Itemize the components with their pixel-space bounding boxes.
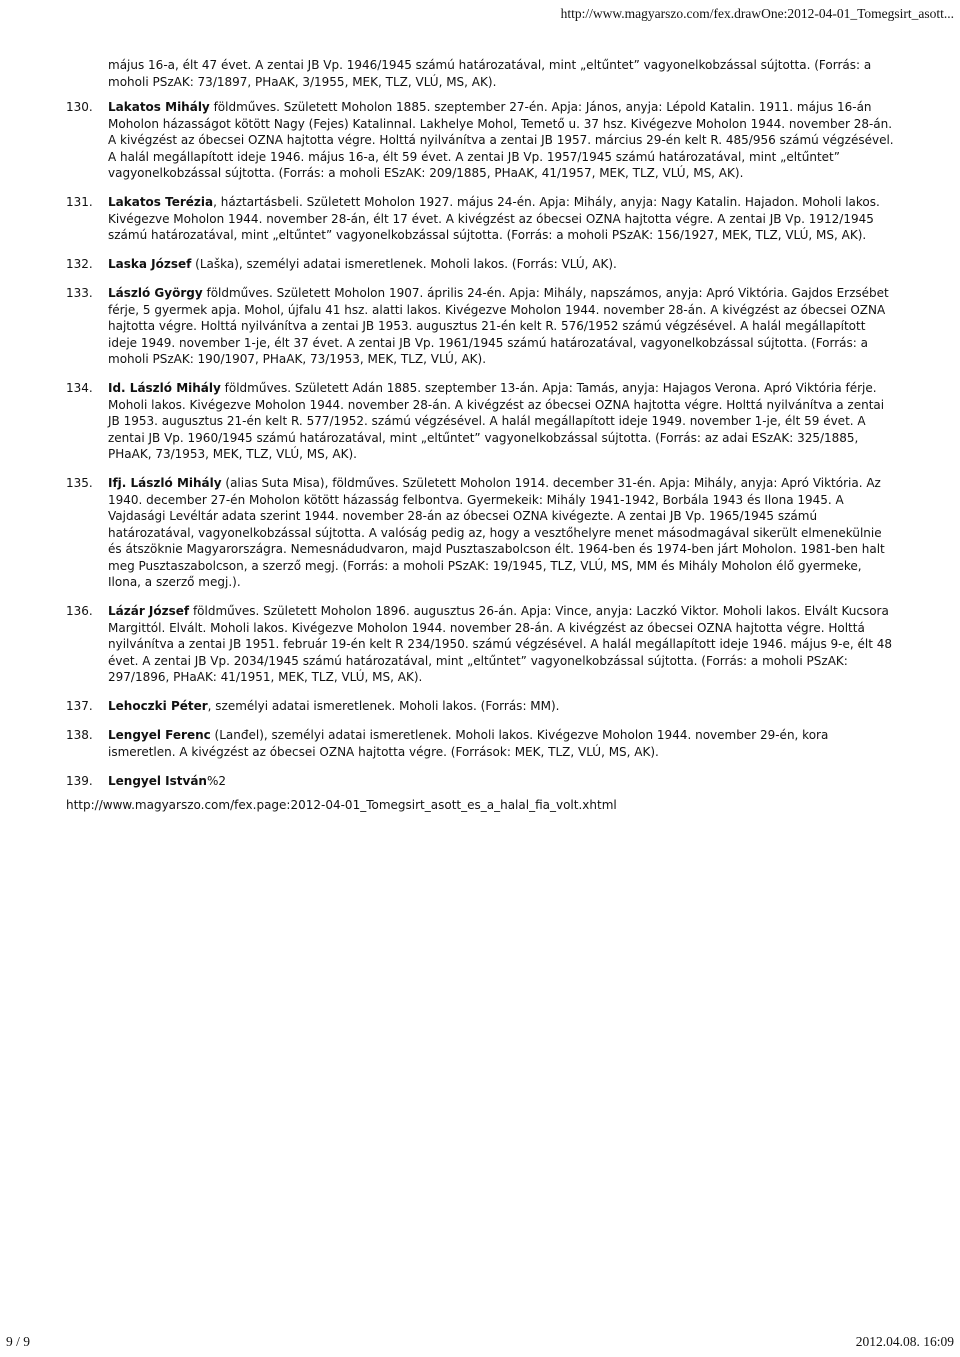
entry-number: 133.	[66, 286, 93, 300]
entry-text: földműves. Született Adán 1885. szeptember 13-án. Apja: Tamás, anyja: Hajagos Verona. Apró Viktória férje. Moholi lakos. Kivégezve Moholon 1944. november 28-án. A kivégzést az óbecsei OZNA hajtotta végre. Holttá nyilvánítva a zentai JB 1953. augusztus 21-én kelt R. 577/1952. számú végzésével. A halál megállapított ideje 1949. november 1-je, élt 59 évet. A zentai JB Vp. 1960/1945 számú határozatával, mint „eltűntet” vagyonelkobzással sújtotta. (Forrás: az adai ESzAK: 325/1885, PHaAK, 73/1953, MEK, TLZ, VLÚ, MS, AK).	[108, 381, 885, 461]
entry-body	[108, 380, 896, 463]
entry-body	[108, 603, 896, 686]
entry-body	[108, 475, 896, 591]
list-item	[66, 285, 896, 368]
entry-body	[108, 285, 896, 368]
page-number: 9 / 9	[6, 1334, 31, 1349]
entry-number: 138.	[66, 728, 93, 742]
entry-name: Lázár József	[108, 604, 190, 618]
entry-body	[108, 698, 896, 715]
list-item	[66, 256, 896, 273]
entry-body	[108, 194, 896, 244]
entry-text: %2	[206, 773, 227, 788]
entry-name: Ifj. László Mihály	[108, 476, 222, 490]
entry-text: , személyi adatai ismeretlenek. Moholi lakos. (Forrás: MM).	[207, 699, 560, 713]
entry-name: Lakatos Terézia	[108, 195, 214, 209]
entry-text: (Laška), személyi adatai ismeretlenek. Moholi lakos. (Forrás: VLÚ, AK).	[191, 257, 617, 271]
entry-number: 137.	[66, 699, 93, 713]
entry-name: László György	[108, 286, 203, 300]
entry-number: 139.	[66, 773, 93, 788]
entry-body	[108, 99, 896, 182]
entry-number: 134.	[66, 381, 93, 395]
list-item	[66, 194, 896, 244]
entry-name: Lengyel Ferenc	[108, 728, 211, 742]
entry-body	[108, 256, 896, 273]
print-datetime: 2012.04.08. 16:09	[855, 1334, 954, 1349]
entry-number: 131.	[66, 195, 93, 209]
entry-text: földműves. Született Moholon 1885. szeptember 27-én. Apja: János, anyja: Lépold Katalin. 1911. május 16-án Moholon házasságot kötött Nagy (Fejes) Katalinnal. Lakhelye Mohol, Temető u. 37 hsz. Kivégezve Moholon 1944. november 28-án. A kivégzést az óbecsei OZNA hajtotta végre. Holttá nyilvánítva a zentai JB 1957. március 29-én kelt R. 485/956 számú végzésével. A halál megállapított ideje 1946. május 16-a, élt 59 évet. A zentai JB Vp. 1957/1945 számú határozatával, mint „eltűntet” vagyonelkobzással sújtotta. (Forrás: a moholi ESzAK: 209/1885, PHaAK, 41/1957, MEK, TLZ, VLÚ, MS, AK).	[108, 100, 894, 180]
list-item	[66, 727, 896, 760]
victim-list	[66, 99, 896, 802]
entry-number: 136.	[66, 604, 93, 618]
entry-text: (alias Suta Misa), földműves. Született Moholon 1914. december 31-én. Apja: Mihály, anyja: Apró Viktória. Az 1940. december 27-én Moholon kötött házasság felbontva. Gyermekeik: Mihály 1941-1942, Borbála 1943 és Ilona 1945. A Vajdasági Levéltár adata szerint 1944. november 28-án az óbecsei OZNA kivégezte. A zentai JB Vp. 1965/1945 számú határozatával, vagyonelkobzással sújtotta. A valóság pedig az, hogy a vesztőhelyre menet másodmagával sikerült elmenekülnie és átszöknie Magyarországra. Nemesnádudvaron, majd Pusztaszabolcson élt. 1964-ben és 1974-ben járt Moholon. 1981-ben halt meg Pusztaszabolcson, a szerző megj. (Forrás: a moholi PSzAK: 19/1945, TLZ, VLÚ, MS, MM és Mihály Moholon élő gyermeke, Ilona, a szerző megj.).	[108, 476, 885, 589]
entry-number: 132.	[66, 257, 93, 271]
list-item	[66, 773, 896, 790]
entry-text: földműves. Született Moholon 1896. augusztus 26-án. Apja: Vince, anyja: Laczkó Viktor. Moholi lakos. Elvált Kucsora Margittól. Elvált. Moholi lakos. Kivégezve Moholon 1944. november 28-án. A kivégzést az óbecsei OZNA hajtotta végre. Holttá nyilvánítva a zentai JB 1951. február 19-én kelt R 234/1950. számú végzésével. A halál megállapított ideje 1946. május 9-e, élt 48 évet. A zentai JB Vp. 2034/1945 számú határozatával, mint „eltűntet” vagyonelkobzással sújtotta. (Forrás: a moholi PSzAK: 297/1896, PHaAK: 41/1951, MEK, TLZ, VLÚ, MS, AK).	[108, 604, 893, 684]
page-source-url: http://www.magyarszo.com/fex.page:2012-04-01_Tomegsirt_asott_es_a_halal_fia_volt.xhtml	[66, 798, 617, 812]
list-item	[66, 380, 896, 463]
list-item	[66, 603, 896, 686]
entry-text: , háztartásbeli. Született Moholon 1927. május 24-én. Apja: Mihály, anyja: Nagy Katalin. Hajadon. Moholi lakos. Kivégezve Moholon 1944. november 28-án, élt 17 évet. A kivégzést az óbecsei OZNA hajtotta végre. A zentai JB Vp. 1912/1945 számú határozatával, mint „eltűntet” vagyonelkobzással sújtotta. (Forrás: a moholi PSzAK: 156/1927, MEK, TLZ, VLÚ, MS, AK).	[108, 195, 880, 242]
entry-body	[108, 727, 896, 760]
entry-text: földműves. Született Moholon 1907. április 24-én. Apja: Mihály, napszámos, anyja: Apró Viktória. Gajdos Erzsébet férje, 5 gyermek apja. Mohol, újfalu 41 hsz. alatti lakos. Kivégezve Moholon 1944. november 28-án. A kivégzést az óbecsei OZNA hajtotta végre. Holttá nyilvánítva a zentai JB 1953. augusztus 21-én kelt R. 576/1952 számú végzésével. A halál megállapított ideje 1949. november 1-je, élt 37 évet. A zentai JB Vp. 1961/1945 számú határozatával, vagyonelkobzással sújtotta. (Forrás: a moholi PSzAK: 190/1907, PHaAK, 73/1953, MEK, TLZ, VLÚ, AK).	[108, 286, 889, 366]
entry-name: Lengyel István	[108, 773, 207, 788]
entry-name: Lakatos Mihály	[108, 100, 210, 114]
entry-name: Lehoczki Péter	[108, 699, 208, 713]
browser-print-header-url: http://www.magyarszo.com/fex.drawOne:2012-04-01_Tomegsirt_asott...	[560, 6, 954, 21]
entry-name: Id. László Mihály	[108, 381, 221, 395]
entry-name: Laska József	[108, 257, 192, 271]
list-item	[66, 698, 896, 715]
list-item	[66, 99, 896, 182]
intro-paragraph: május 16-a, élt 47 évet. A zentai JB Vp. 1946/1945 számú határozatával, mint „eltűntet” vagyonelkobzással sújtotta. (Forrás: a moholi PSzAK: 73/1897, PHaAK, 3/1955, MEK, TLZ, VLÚ, MS, AK).	[108, 58, 872, 89]
entry-text: (Lanđel), személyi adatai ismeretlenek. Moholi lakos. Kivégezve Moholon 1944. november 29-én, kora ismeretlen. A kivégzést az óbecsei OZNA hajtotta végre. (Források: MEK, TLZ, VLÚ, MS, AK).	[108, 728, 829, 759]
entry-number: 130.	[66, 100, 93, 114]
list-item	[66, 475, 896, 591]
entry-body	[108, 773, 896, 790]
entry-number: 135.	[66, 476, 93, 490]
